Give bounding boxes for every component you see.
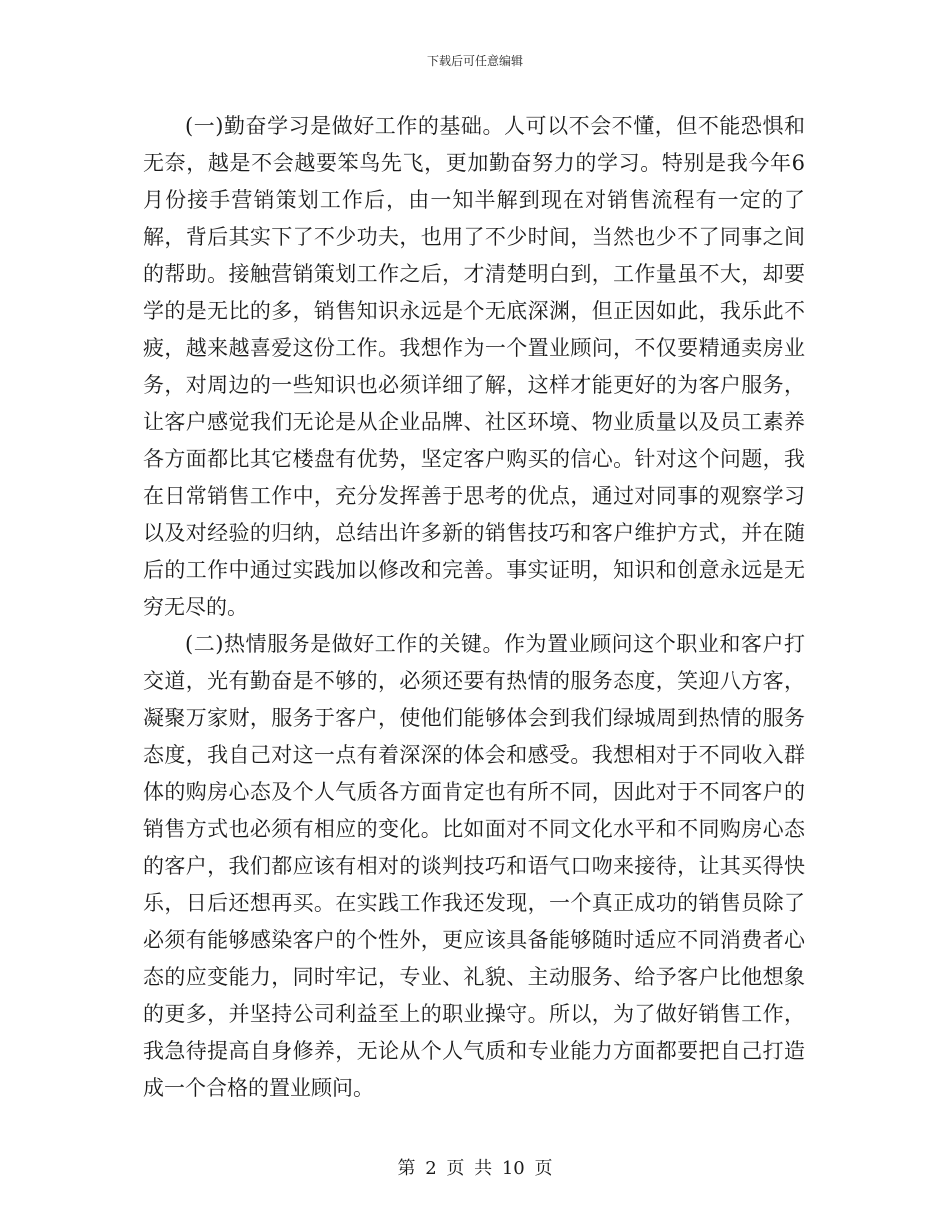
- paragraph-enthusiastic-service: (二)热情服务是做好工作的关键。作为置业顾问这个职业和客户打交道，光有勤奋是不够的，必须还要有热情的服务态度，笑迎八方客，凝聚万家财，服务于客户，使他们能够体会到我们绿城周到热情的服务态度，我自己对这一点有着深深的体会和感受。我想相对于不同收入群体的购房心态及个人气质各方面肯定也有所不同，因此对于不同客户的销售方式也必须有相应的变化。比如面对不同文化水平和不同购房心态的客户，我们都应该有相对的谈判技巧和语气口吻来接待，让其买得快乐，日后还想再买。在实践工作我还发现，一个真正成功的销售员除了必须有能够感染客户的个性外，更应该具备能够随时适应不同消费者心态的应变能力，同时牢记，专业、礼貌、主动服务、给予客户比他想象的更多，并坚持公司利益至上的职业操守。所以，为了做好销售工作，我急待提高自身修养，无论从个人气质和专业能力方面都要把自己打造成一个合格的置业顾问。: [143, 632, 805, 1100]
- document-header-note: 下载后可任意编辑: [426, 54, 523, 68]
- page-number: 第 2 页 共 10 页: [397, 1158, 553, 1179]
- document-body: [143, 108, 805, 1107]
- paragraph-diligent-study: (一)勤奋学习是做好工作的基础。人可以不会不懂，但不能恐惧和无奈，越是不会越要笨鸟先飞，更加勤奋努力的学习。特别是我今年6月份接手营销策划工作后，由一知半解到现在对销售流程有一定的了解，背后其实下了不少功夫，也用了不少时间，当然也少不了同事之间的帮助。接触营销策划工作之后，才清楚明白到，工作量虽不大，却要学的是无比的多，销售知识永远是个无底深渊，但正因如此，我乐此不疲，越来越喜爱这份工作。我想作为一个置业顾问，不仅要精通卖房业务，对周边的一些知识也必须详细了解，这样才能更好的为客户服务，让客户感觉我们无论是从企业品牌、社区环境、物业质量以及员工素养各方面都比其它楼盘有优势，坚定客户购买的信心。针对这个问题，我在日常销售工作中，充分发挥善于思考的优点，通过对同事的观察学习以及对经验的归纳，总结出许多新的销售技巧和客户维护方式，并在随后的工作中通过实践加以修改和完善。事实证明，知识和创意永远是无穷无尽的。: [143, 114, 805, 619]
